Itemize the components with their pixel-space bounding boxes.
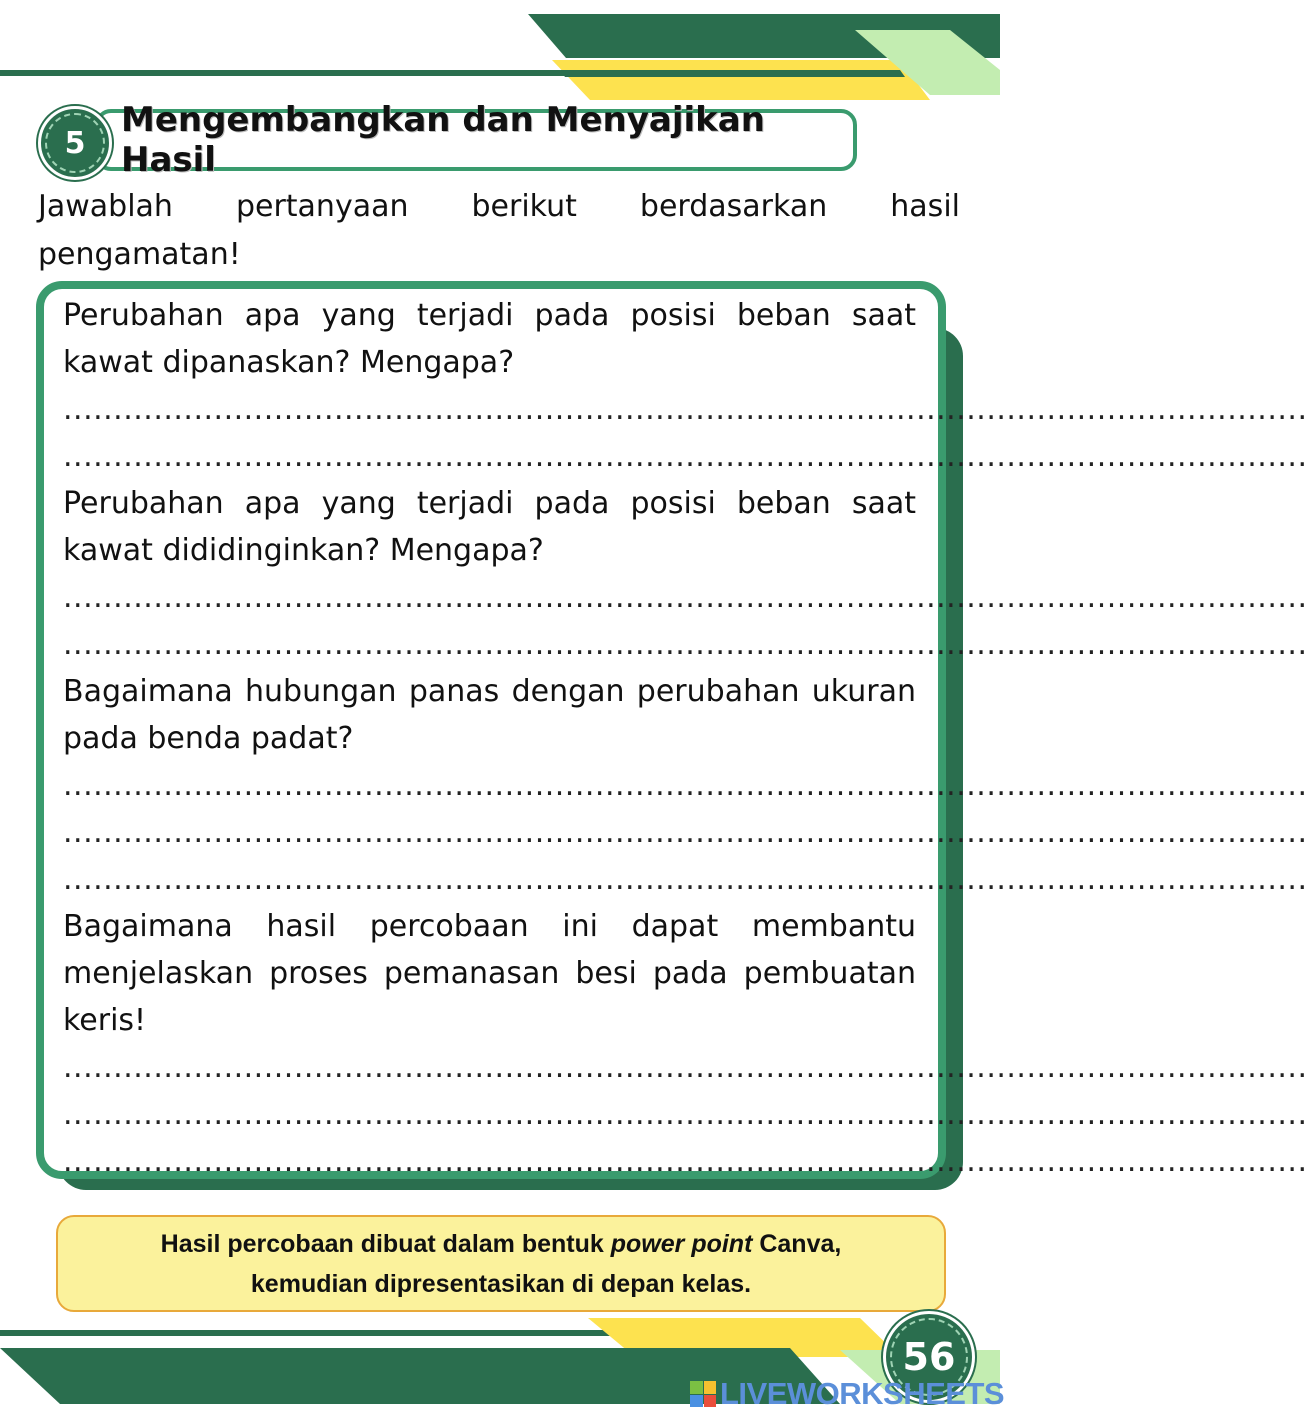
question-2: Perubahan apa yang terjadi pada posisi beban saat kawat dididinginkan? Mengapa? [63,486,916,568]
section-title-box [95,100,857,180]
note-text-italic: power point [610,1229,753,1258]
answer-line[interactable]: ............................................................................................................................ [63,862,1307,897]
instruction-line-2: pengamatan! [38,237,241,272]
note-text-part2: Canva, [752,1229,842,1258]
instruction-text [38,183,960,279]
note-line-2: kemudian dipresentasikan di depan kelas. [250,1269,752,1298]
question-1: Perubahan apa yang terjadi pada posisi beban saat kawat dipanaskan? Mengapa? [63,298,916,380]
question-4: Bagaimana hasil percobaan ini dapat membantu menjelaskan proses pemanasan besi pada pembuatan keris! [63,909,916,1038]
section-number: 5 [64,125,86,161]
liveworksheets-logo-icon [690,1381,716,1407]
question-3: Bagaimana hubungan panas dengan perubahan ukuran pada benda padat? [63,674,916,756]
section-title: Mengembangkan dan Menyajikan Hasil [121,100,765,180]
note-line-1 [161,1224,842,1264]
top-stripe-overlay [560,70,905,77]
top-stripe-thin [0,70,575,76]
instruction-line-1: Jawablah pertanyaan berikut berdasarkan hasil [38,189,960,224]
page-number: 56 [902,1335,956,1379]
top-band-yellow [552,60,930,100]
watermark-text: LIVEWORKSHEETS [720,1376,1005,1411]
answer-line[interactable]: ............................................................................................................................ [63,627,1307,662]
top-decoration [0,0,1000,110]
answer-line[interactable]: ............................................................................................................................ [63,580,1307,615]
note-box [56,1215,946,1312]
answer-line[interactable]: ............................................................................................................................ [63,1144,1307,1179]
note-text-part1: Hasil percobaan dibuat dalam bentuk [160,1229,611,1258]
question-list [63,292,1307,1185]
answer-line[interactable]: ............................................................................................................................ [63,768,1307,803]
section-number-badge [38,106,112,180]
answer-line[interactable]: ............................................................................................................................ [63,1050,1307,1085]
answer-line[interactable]: ............................................................................................................................ [63,815,1307,850]
answer-line[interactable]: ............................................................................................................................ [63,1097,1307,1132]
answer-line[interactable]: ............................................................................................................................ [63,439,1307,474]
answer-line[interactable]: ............................................................................................................................ [63,392,1307,427]
watermark [690,1376,1004,1412]
